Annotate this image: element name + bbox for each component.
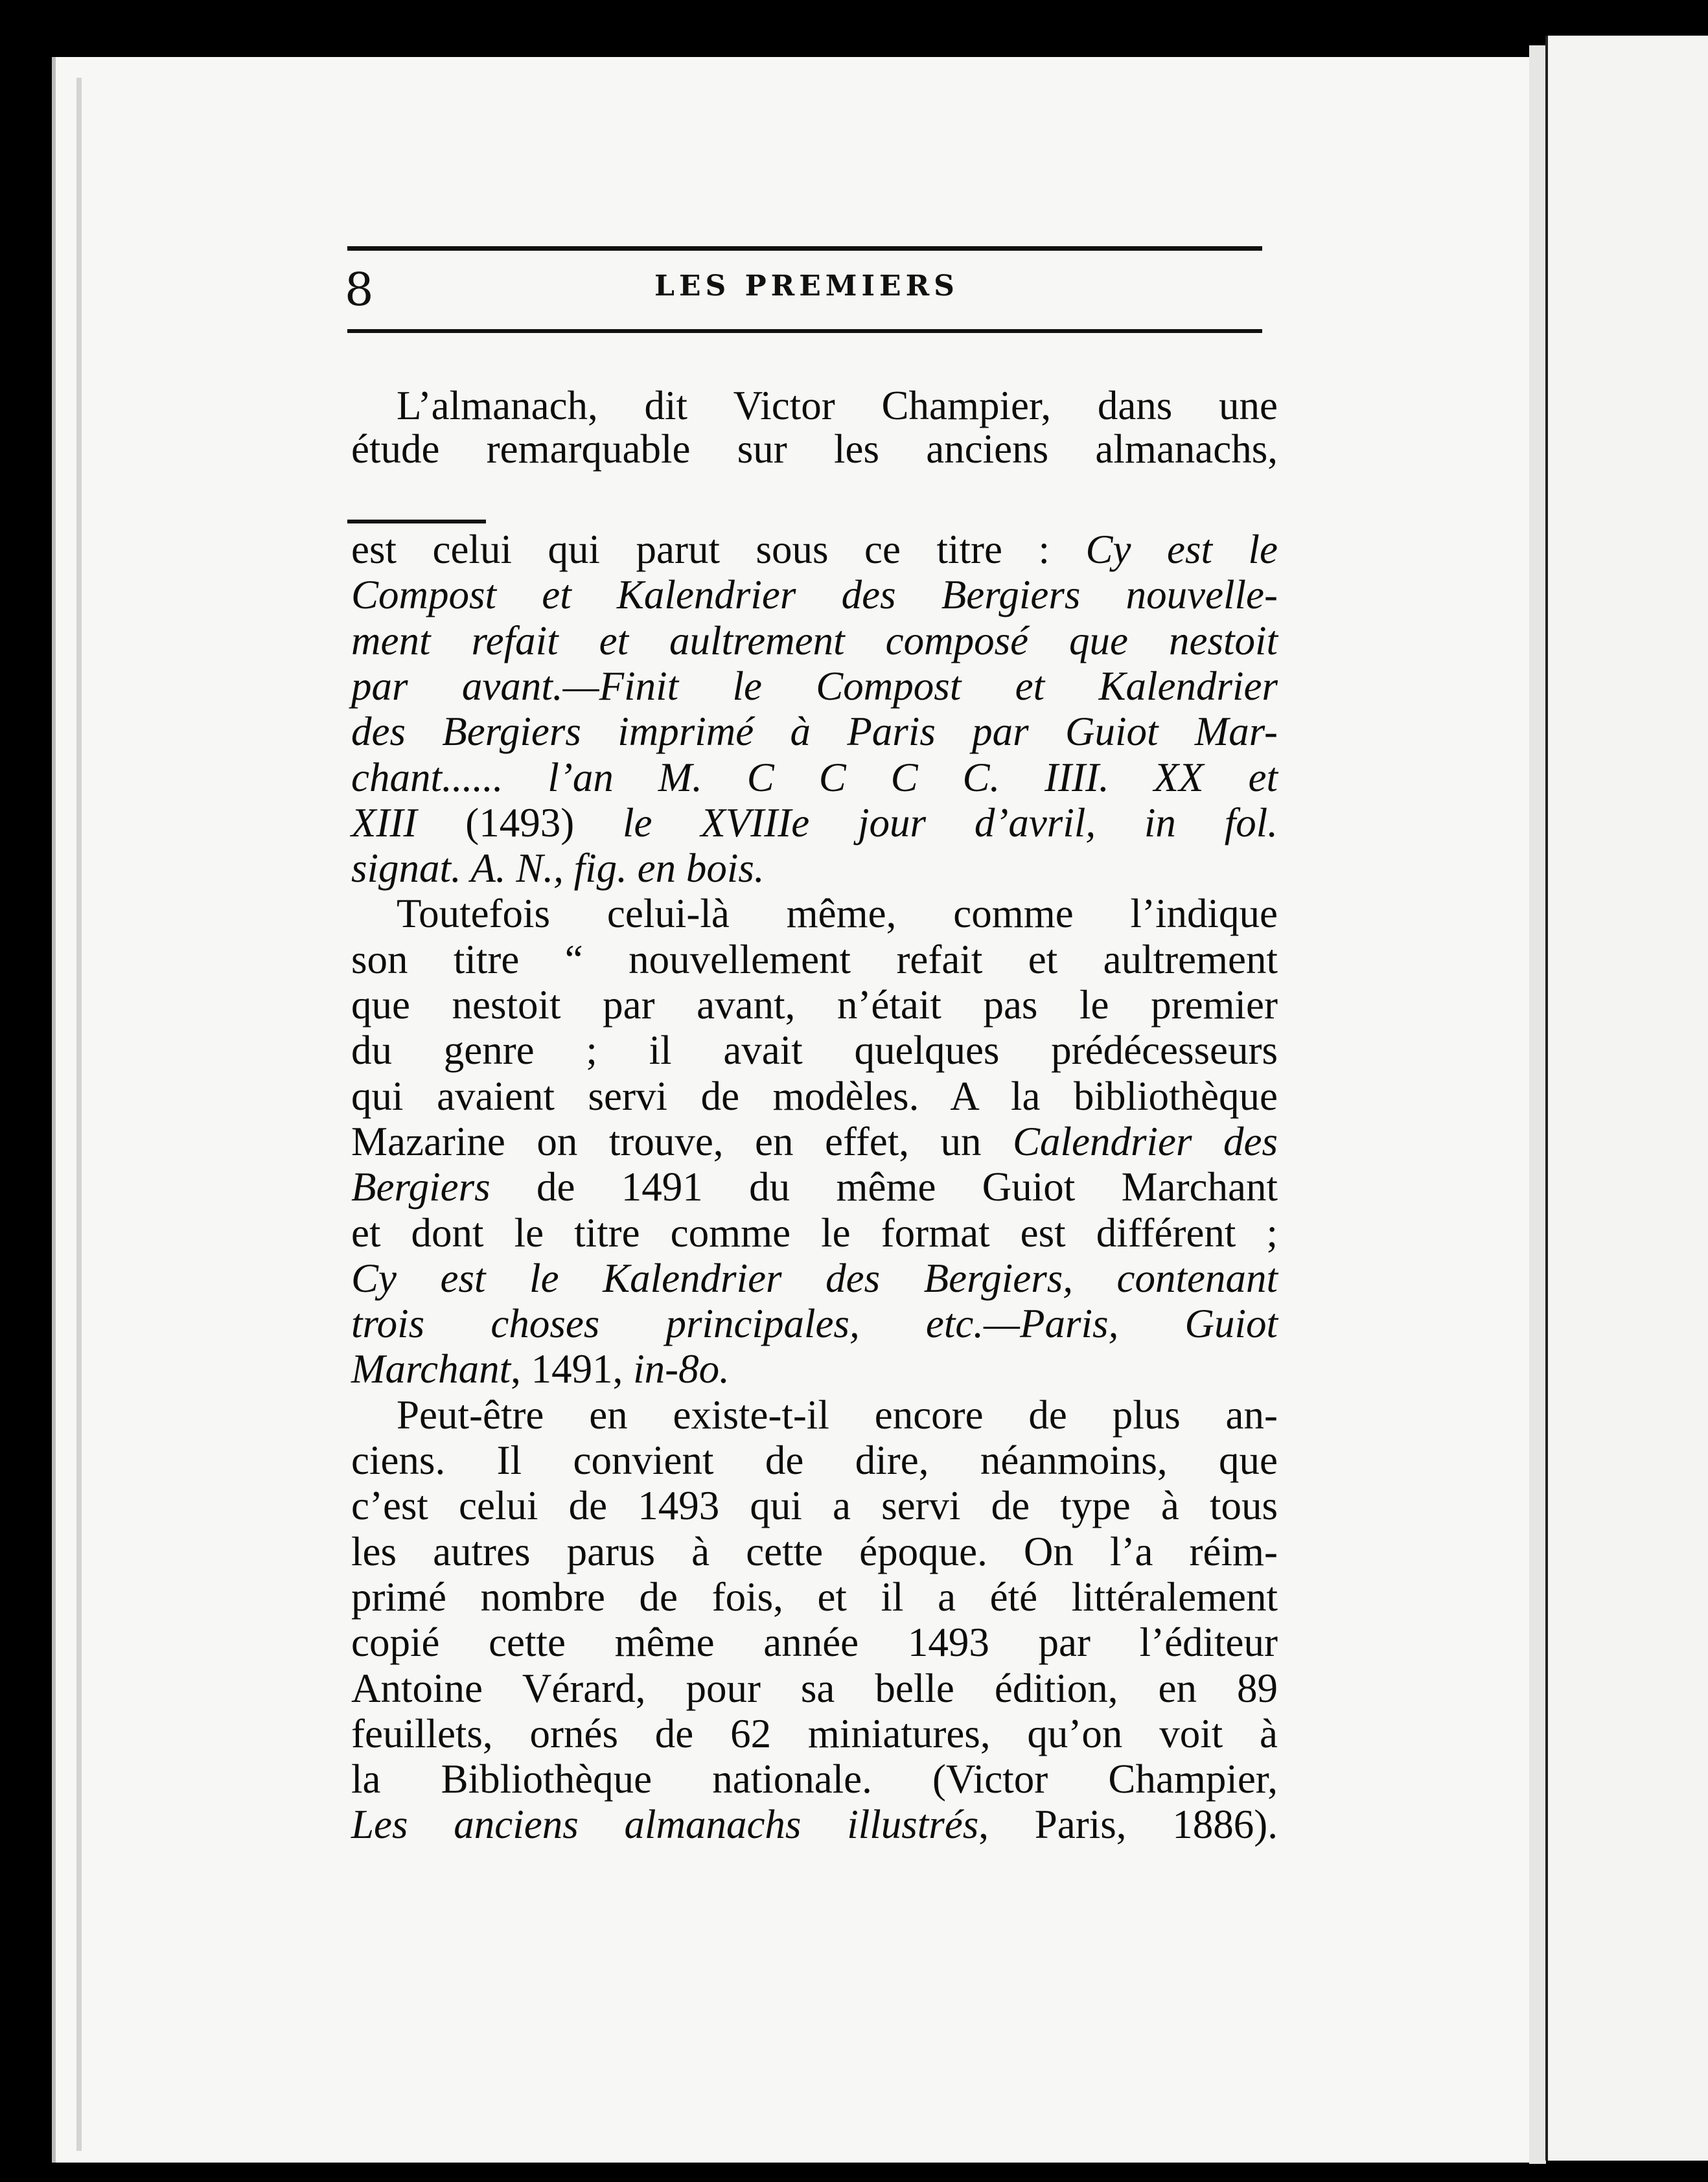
text-line [351, 1300, 1278, 1347]
text-line [351, 1482, 1278, 1529]
text-line [351, 982, 1278, 1028]
text-line [351, 1346, 1278, 1392]
text-line [397, 1392, 1278, 1438]
text-line [351, 1164, 1278, 1210]
italic-segment: Compost et Kalendrier des Bergiers nouvelle- [351, 572, 1278, 618]
italic-segment: Les anciens almanachs illustrés [351, 1802, 979, 1848]
italic-segment: Marchant [351, 1346, 511, 1392]
italic-segment: des Bergiers imprimé à Paris par Guiot Mar- [351, 709, 1278, 755]
italic-segment: in-8o. [633, 1346, 730, 1392]
text-line [351, 1118, 1278, 1165]
section-rule [347, 520, 486, 523]
text-line [351, 1801, 1278, 1848]
running-head: LES PREMIERS [654, 270, 959, 303]
text-segment: primé nombre de fois, et il a été littéralement [351, 1574, 1278, 1620]
text-segment: ciens. Il convient de dire, néanmoins, que [351, 1438, 1278, 1483]
italic-segment: par avant.—Finit le Compost et Kalendrier [351, 663, 1278, 709]
text-line [351, 1437, 1278, 1484]
text-line [351, 1619, 1278, 1666]
text-line [351, 1027, 1278, 1074]
facing-page-edge [1545, 36, 1708, 2161]
text-segment: , 1491, [511, 1346, 634, 1392]
text-line [351, 617, 1278, 664]
text-line [351, 1574, 1278, 1620]
text-line [351, 1710, 1278, 1757]
text-segment: étude remarquable sur les anciens almanachs, [351, 426, 1278, 472]
text-segment: L’almanach, dit Victor Champier, dans une [397, 383, 1278, 428]
italic-segment: Cy est le [1085, 527, 1278, 572]
text-segment: et dont le titre comme le format est différent ; [351, 1210, 1278, 1256]
italic-segment: ment refait et aultrement composé que nestoit [351, 617, 1278, 663]
text-segment: Mazarine on trouve, en effet, un [351, 1118, 1013, 1164]
text-segment: qui avaient servi de modèles. A la bibliothèque [351, 1073, 1278, 1119]
italic-segment: le XVIIIe jour d’avril, in fol. [623, 799, 1278, 845]
text-line [351, 708, 1278, 755]
text-segment: Antoine Vérard, pour sa belle édition, en 89 [351, 1665, 1278, 1711]
text-segment: feuillets, ornés de 62 miniatures, qu’on voit à [351, 1710, 1278, 1756]
text-line [351, 526, 1278, 573]
book-gutter [1529, 45, 1546, 2164]
text-segment: les autres parus à cette époque. On l’a réim- [351, 1528, 1278, 1574]
italic-segment: trois choses principales, etc.—Paris, Guiot [351, 1301, 1278, 1347]
text-line [351, 1665, 1278, 1712]
text-line [351, 1528, 1278, 1575]
text-line [397, 890, 1278, 937]
header-rule-top [347, 246, 1262, 251]
italic-segment: Bergiers [351, 1164, 490, 1210]
text-segment: est celui qui parut sous ce titre : [351, 527, 1086, 572]
text-segment: copié cette même année 1493 par l’éditeur [351, 1620, 1278, 1666]
text-line [351, 1210, 1278, 1256]
text-segment: que nestoit par avant, n’était pas le premier [351, 982, 1278, 1028]
text-line [351, 426, 1278, 472]
text-line [351, 799, 1278, 846]
italic-segment: signat. A. N., fig. en bois. [351, 845, 765, 891]
text-segment: , Paris, 1886). [978, 1802, 1278, 1848]
text-segment: Peut-être en existe-t-il encore de plus an- [397, 1392, 1278, 1438]
text-line [351, 1255, 1278, 1302]
text-line [351, 663, 1278, 709]
text-line [351, 1756, 1278, 1802]
italic-segment: chant...... l’an M. C C C C. IIII. XX et [351, 754, 1278, 800]
text-segment: du genre ; il avait quelques prédécesseurs [351, 1028, 1278, 1074]
text-segment: de 1491 du même Guiot Marchant [490, 1164, 1278, 1210]
italic-segment: Cy est le Kalendrier des Bergiers, contenant [351, 1255, 1278, 1301]
page-number: 8 [345, 263, 374, 316]
header-rule-bottom [347, 329, 1262, 333]
text-line [397, 382, 1278, 429]
text-segment: Toutefois celui-là même, comme l’indique [397, 891, 1278, 937]
text-segment: c’est celui de 1493 qui a servi de type à tous [351, 1483, 1278, 1529]
text-line [351, 1073, 1278, 1120]
text-segment: la Bibliothèque nationale. (Victor Champier, [351, 1756, 1278, 1802]
text-segment: (1493) [417, 799, 623, 845]
text-segment: son titre “ nouvellement refait et aultrement [351, 936, 1278, 982]
italic-segment: XIII [351, 799, 417, 845]
text-line [351, 845, 1278, 891]
page-edge [76, 78, 82, 2151]
text-line [351, 936, 1278, 983]
italic-segment: Calendrier des [1013, 1118, 1278, 1164]
text-line [351, 571, 1278, 618]
text-line [351, 754, 1278, 801]
